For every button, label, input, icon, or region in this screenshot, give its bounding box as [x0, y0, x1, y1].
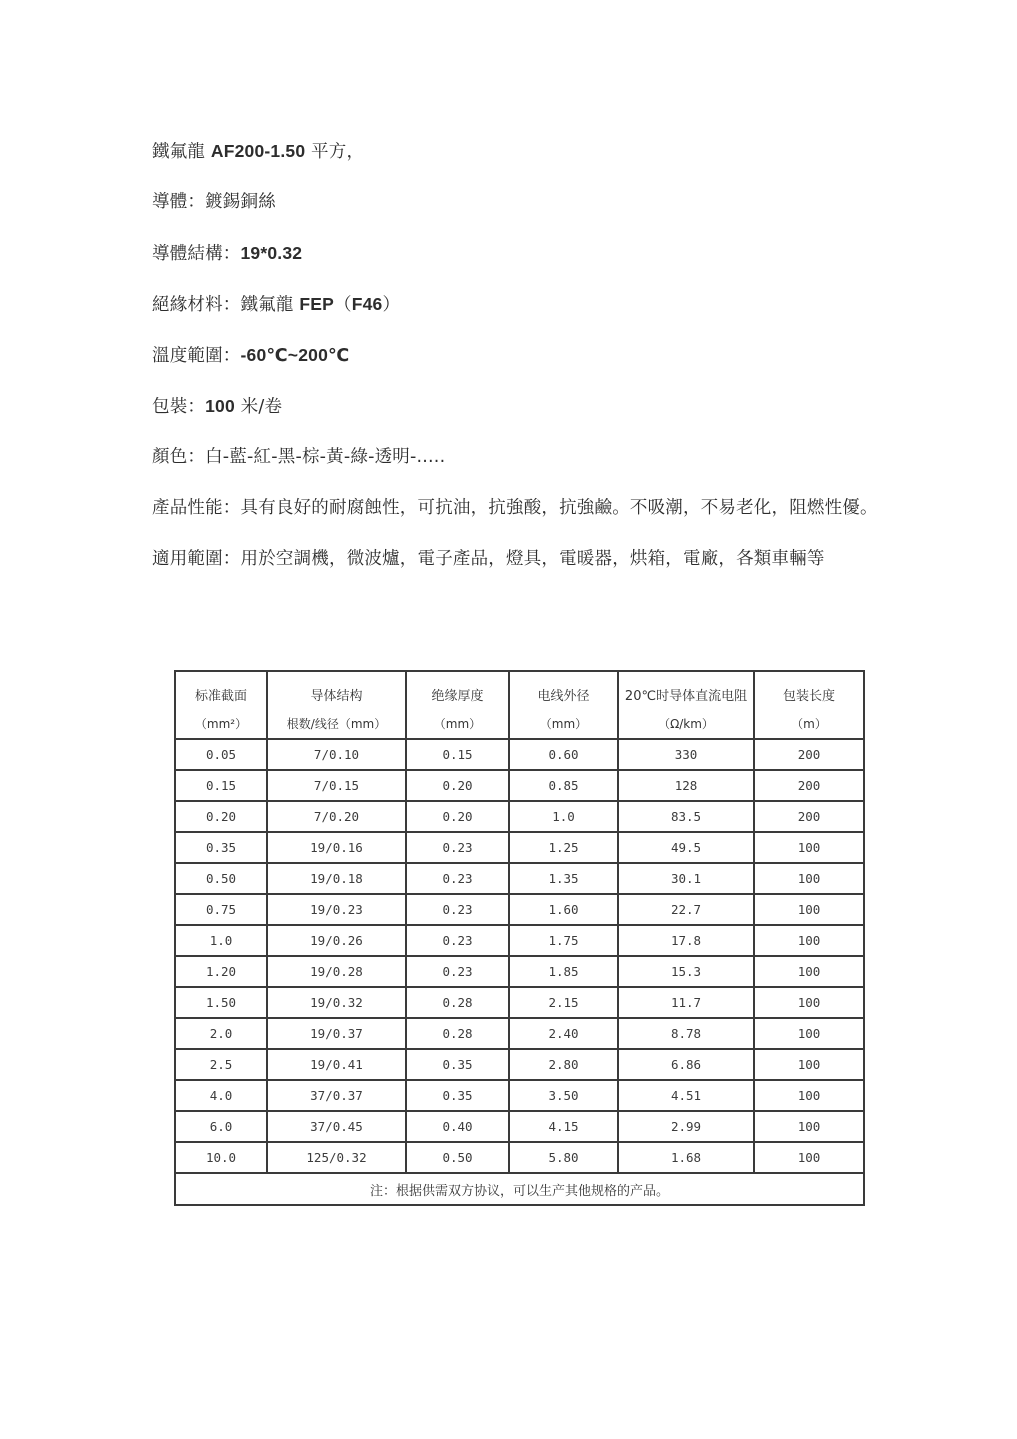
column-header-unit: （Ω/km） — [658, 717, 714, 731]
paragraph-segment-bold: 100 — [205, 396, 235, 416]
table-cell: 0.05 — [175, 739, 267, 770]
table-row — [175, 925, 864, 956]
table-cell: 128 — [618, 770, 754, 801]
table-cell: 37/0.37 — [267, 1080, 406, 1111]
table-cell: 1.60 — [509, 894, 618, 925]
paragraph-segment: 鐵氟龍 — [152, 142, 211, 162]
table-cell: 0.23 — [406, 832, 509, 863]
table-cell: 19/0.28 — [267, 956, 406, 987]
paragraph-segment: 導體結構： — [152, 244, 241, 264]
paragraph-segment: 米/卷 — [234, 397, 283, 417]
table-cell: 15.3 — [618, 956, 754, 987]
table-cell: 7/0.20 — [267, 801, 406, 832]
table-cell: 11.7 — [618, 987, 754, 1018]
table-cell: 100 — [754, 1111, 864, 1142]
table-cell: 0.60 — [509, 739, 618, 770]
table-cell: 4.15 — [509, 1111, 618, 1142]
table-cell: 0.28 — [406, 1018, 509, 1049]
column-header-title: 导体结构 — [310, 689, 363, 704]
table-cell: 0.15 — [175, 770, 267, 801]
table-cell: 0.35 — [175, 832, 267, 863]
table-cell: 100 — [754, 925, 864, 956]
table-cell: 1.50 — [175, 987, 267, 1018]
paragraph-line — [152, 395, 952, 446]
table-cell: 19/0.23 — [267, 894, 406, 925]
paragraph-segment: 顏色：白-藍-紅-黑-棕-黃-綠-透明-..... — [152, 447, 446, 467]
table-cell: 0.15 — [406, 739, 509, 770]
table-cell: 100 — [754, 894, 864, 925]
table-row — [175, 832, 864, 863]
spec-table-body — [175, 739, 864, 1173]
column-header — [618, 671, 754, 739]
column-header-unit: （m） — [791, 717, 827, 731]
paragraph-segment-bold: 19*0.32 — [240, 243, 303, 263]
table-cell: 200 — [754, 801, 864, 832]
table-cell: 30.1 — [618, 863, 754, 894]
paragraph-segment-bold: -60℃~200℃ — [240, 345, 350, 365]
table-cell: 100 — [754, 1080, 864, 1111]
table-cell: 2.0 — [175, 1018, 267, 1049]
column-header — [754, 671, 864, 739]
table-cell: 4.0 — [175, 1080, 267, 1111]
table-cell: 0.20 — [175, 801, 267, 832]
paragraph-segment-bold: FEP — [299, 294, 335, 314]
table-row — [175, 1111, 864, 1142]
table-cell: 83.5 — [618, 801, 754, 832]
table-row — [175, 1142, 864, 1173]
paragraph-segment: 包裝： — [152, 397, 206, 417]
table-cell: 0.50 — [175, 863, 267, 894]
table-note: 注：根据供需双方协议，可以生产其他规格的产品。 — [175, 1173, 864, 1205]
table-cell: 22.7 — [618, 894, 754, 925]
paragraph-segment: 產品性能：具有良好的耐腐蝕性，可抗油，抗強酸，抗強鹼。不吸潮，不易老化，阻燃性優。 — [152, 498, 878, 518]
paragraph-line — [152, 293, 952, 344]
table-cell: 100 — [754, 1018, 864, 1049]
table-cell: 2.15 — [509, 987, 618, 1018]
table-cell: 100 — [754, 1142, 864, 1173]
table-cell: 200 — [754, 739, 864, 770]
table-cell: 0.20 — [406, 801, 509, 832]
table-cell: 0.23 — [406, 894, 509, 925]
table-cell: 3.50 — [509, 1080, 618, 1111]
table-cell: 0.35 — [406, 1049, 509, 1080]
table-row — [175, 987, 864, 1018]
table-cell: 19/0.26 — [267, 925, 406, 956]
paragraph-segment-bold: F46 — [351, 294, 383, 314]
table-cell: 100 — [754, 956, 864, 987]
table-cell: 4.51 — [618, 1080, 754, 1111]
table-cell: 0.20 — [406, 770, 509, 801]
header-row — [175, 671, 864, 739]
column-header-title: 包装长度 — [782, 689, 835, 704]
table-cell: 100 — [754, 863, 864, 894]
table-cell: 1.0 — [175, 925, 267, 956]
paragraph-line — [152, 140, 952, 191]
table-row — [175, 739, 864, 770]
table-row — [175, 1018, 864, 1049]
table-cell: 0.75 — [175, 894, 267, 925]
table-cell: 2.40 — [509, 1018, 618, 1049]
table-cell: 0.35 — [406, 1080, 509, 1111]
column-header — [175, 671, 267, 739]
table-cell: 0.85 — [509, 770, 618, 801]
table-cell: 17.8 — [618, 925, 754, 956]
column-header-title: 电线外径 — [537, 689, 590, 704]
column-header — [509, 671, 618, 739]
table-row — [175, 956, 864, 987]
note-row — [175, 1173, 864, 1205]
table-cell: 1.20 — [175, 956, 267, 987]
column-header-unit: （mm） — [433, 717, 482, 731]
paragraph-line — [152, 497, 952, 548]
paragraph-segment: 絕緣材料：鐵氟龍 — [152, 295, 300, 315]
table-cell: 8.78 — [618, 1018, 754, 1049]
table-cell: 19/0.16 — [267, 832, 406, 863]
column-header-title: 绝缘厚度 — [431, 689, 484, 704]
table-cell: 10.0 — [175, 1142, 267, 1173]
paragraph-line — [152, 446, 952, 497]
paragraph-segment: 溫度範圍： — [152, 346, 241, 366]
paragraph-line — [152, 191, 952, 242]
table-cell: 19/0.18 — [267, 863, 406, 894]
paragraph-line — [152, 344, 952, 395]
column-header-unit: 根数/线径（mm） — [286, 717, 387, 731]
table-cell: 0.23 — [406, 925, 509, 956]
paragraph-segment-bold: AF200-1.50 — [210, 141, 306, 161]
table-cell: 49.5 — [618, 832, 754, 863]
table-cell: 6.0 — [175, 1111, 267, 1142]
paragraph-segment: 適用範圍：用於空調機，微波爐，電子產品，燈具，電暖器，烘箱，電廠，各類車輛等 — [152, 549, 825, 569]
table-cell: 2.5 — [175, 1049, 267, 1080]
table-row — [175, 770, 864, 801]
table-cell: 1.25 — [509, 832, 618, 863]
table-row — [175, 801, 864, 832]
table-cell: 19/0.37 — [267, 1018, 406, 1049]
table-cell: 7/0.10 — [267, 739, 406, 770]
paragraph-segment: 平方， — [305, 142, 365, 162]
table-cell: 7/0.15 — [267, 770, 406, 801]
intro-paragraph-block — [152, 140, 952, 599]
table-cell: 1.68 — [618, 1142, 754, 1173]
paragraph-line — [152, 548, 952, 599]
table-row — [175, 1080, 864, 1111]
column-header-title: 20℃时导体直流电阻 — [624, 689, 748, 704]
table-cell: 1.85 — [509, 956, 618, 987]
table-cell: 2.99 — [618, 1111, 754, 1142]
table-cell: 19/0.32 — [267, 987, 406, 1018]
table-cell: 100 — [754, 987, 864, 1018]
spec-table-footer — [175, 1173, 864, 1205]
column-header-unit: （mm） — [539, 717, 588, 731]
table-cell: 100 — [754, 1049, 864, 1080]
paragraph-segment: 導體：鍍錫銅絲 — [152, 192, 276, 212]
paragraph-line — [152, 242, 952, 293]
table-cell: 200 — [754, 770, 864, 801]
table-cell: 19/0.41 — [267, 1049, 406, 1080]
spec-table-header — [175, 671, 864, 739]
column-header — [267, 671, 406, 739]
paragraph-segment: （ — [334, 295, 352, 315]
table-cell: 330 — [618, 739, 754, 770]
table-cell: 0.23 — [406, 863, 509, 894]
column-header — [406, 671, 509, 739]
table-cell: 125/0.32 — [267, 1142, 406, 1173]
table-cell: 0.50 — [406, 1142, 509, 1173]
paragraph-segment: ） — [382, 295, 401, 315]
table-cell: 0.40 — [406, 1111, 509, 1142]
table-cell: 0.28 — [406, 987, 509, 1018]
table-cell: 1.75 — [509, 925, 618, 956]
table-cell: 100 — [754, 832, 864, 863]
table-cell: 37/0.45 — [267, 1111, 406, 1142]
table-row — [175, 1049, 864, 1080]
table-cell: 1.0 — [509, 801, 618, 832]
table-row — [175, 863, 864, 894]
wire-spec-table — [174, 670, 865, 1206]
table-cell: 2.80 — [509, 1049, 618, 1080]
table-cell: 1.35 — [509, 863, 618, 894]
table-row — [175, 894, 864, 925]
column-header-title: 标准截面 — [194, 689, 247, 704]
table-cell: 5.80 — [509, 1142, 618, 1173]
table-cell: 6.86 — [618, 1049, 754, 1080]
table-cell: 0.23 — [406, 956, 509, 987]
column-header-unit: （mm²） — [194, 717, 248, 731]
